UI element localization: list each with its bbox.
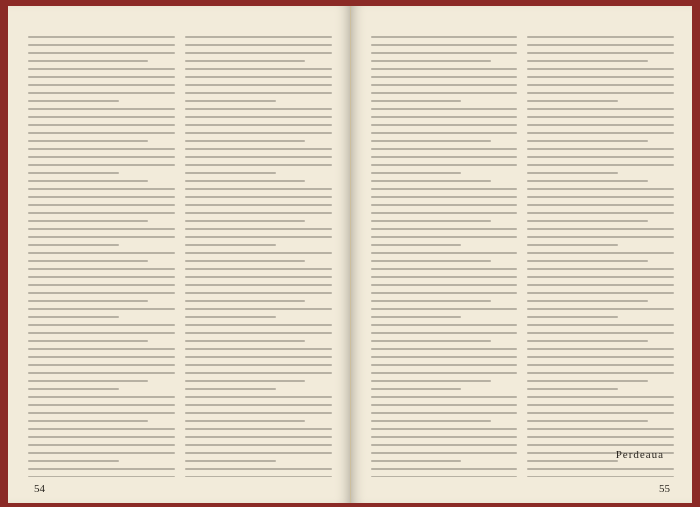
text-line-placeholder xyxy=(527,236,674,238)
text-line-placeholder xyxy=(371,444,518,446)
text-line-placeholder xyxy=(371,60,491,62)
text-line-placeholder xyxy=(28,300,148,302)
text-line-placeholder xyxy=(185,36,332,38)
text-line-placeholder xyxy=(371,292,518,294)
text-line-placeholder xyxy=(28,284,175,286)
text-line-placeholder xyxy=(371,196,518,198)
text-line-placeholder xyxy=(28,156,175,158)
text-line-placeholder xyxy=(185,364,332,366)
text-line-placeholder xyxy=(185,396,332,398)
text-line-placeholder xyxy=(527,372,674,374)
text-line-placeholder xyxy=(527,292,674,294)
text-line-placeholder xyxy=(185,100,276,102)
text-line-placeholder xyxy=(527,204,674,206)
text-line-placeholder xyxy=(28,380,148,382)
text-line-placeholder xyxy=(28,36,175,38)
text-line-placeholder xyxy=(371,276,518,278)
text-line-placeholder xyxy=(185,380,305,382)
text-line-placeholder xyxy=(28,356,175,358)
text-line-placeholder xyxy=(28,476,175,477)
text-line-placeholder xyxy=(28,164,175,166)
text-line-placeholder xyxy=(185,196,332,198)
text-line-placeholder xyxy=(185,76,332,78)
text-line-placeholder xyxy=(527,324,674,326)
text-line-placeholder xyxy=(371,468,518,470)
text-line-placeholder xyxy=(185,276,332,278)
text-line-placeholder xyxy=(28,116,175,118)
text-line-placeholder xyxy=(527,404,674,406)
text-line-placeholder xyxy=(185,124,332,126)
text-line-placeholder xyxy=(28,468,175,470)
text-line-placeholder xyxy=(527,276,674,278)
text-line-placeholder xyxy=(185,212,332,214)
text-line-placeholder xyxy=(185,84,332,86)
text-line-placeholder xyxy=(28,388,119,390)
text-line-placeholder xyxy=(371,124,518,126)
text-line-placeholder xyxy=(527,460,618,462)
text-line-placeholder xyxy=(28,76,175,78)
text-line-placeholder xyxy=(527,428,674,430)
text-line-placeholder xyxy=(527,76,674,78)
text-line-placeholder xyxy=(527,140,647,142)
text-line-placeholder xyxy=(185,180,305,182)
text-line-placeholder xyxy=(185,332,332,334)
text-line-placeholder xyxy=(185,324,332,326)
text-line-placeholder xyxy=(527,388,618,390)
text-line-placeholder xyxy=(28,244,119,246)
text-line-placeholder xyxy=(371,428,518,430)
text-line-placeholder xyxy=(371,364,518,366)
text-line-placeholder xyxy=(185,148,332,150)
text-line-placeholder xyxy=(527,436,674,438)
text-line-placeholder xyxy=(185,420,305,422)
text-line-placeholder xyxy=(28,260,148,262)
text-line-placeholder xyxy=(185,404,332,406)
text-line-placeholder xyxy=(527,116,674,118)
text-line-placeholder xyxy=(527,444,674,446)
text-line-placeholder xyxy=(185,140,305,142)
text-line-placeholder xyxy=(28,108,175,110)
left-page xyxy=(8,6,351,503)
text-line-placeholder xyxy=(371,300,491,302)
text-line-placeholder xyxy=(527,228,674,230)
right-page-column-1 xyxy=(371,36,518,477)
text-line-placeholder xyxy=(185,188,332,190)
text-line-placeholder xyxy=(185,308,332,310)
text-line-placeholder xyxy=(371,44,518,46)
text-line-placeholder xyxy=(185,292,332,294)
text-line-placeholder xyxy=(28,220,148,222)
text-line-placeholder xyxy=(527,124,674,126)
text-line-placeholder xyxy=(185,60,305,62)
text-line-placeholder xyxy=(28,172,119,174)
text-line-placeholder xyxy=(28,148,175,150)
text-line-placeholder xyxy=(185,132,332,134)
page-number-right: 55 xyxy=(659,483,670,495)
text-line-placeholder xyxy=(371,420,491,422)
text-line-placeholder xyxy=(28,204,175,206)
text-line-placeholder xyxy=(371,108,518,110)
text-line-placeholder xyxy=(527,172,618,174)
text-line-placeholder xyxy=(28,420,148,422)
text-line-placeholder xyxy=(371,228,518,230)
text-line-placeholder xyxy=(527,52,674,54)
text-line-placeholder xyxy=(371,460,462,462)
text-line-placeholder xyxy=(28,92,175,94)
text-line-placeholder xyxy=(185,436,332,438)
text-line-placeholder xyxy=(527,252,674,254)
text-line-placeholder xyxy=(371,148,518,150)
text-line-placeholder xyxy=(371,172,462,174)
text-line-placeholder xyxy=(185,164,332,166)
text-line-placeholder xyxy=(185,156,332,158)
text-line-placeholder xyxy=(371,284,518,286)
text-line-placeholder xyxy=(527,332,674,334)
text-line-placeholder xyxy=(371,236,518,238)
text-line-placeholder xyxy=(527,300,647,302)
text-line-placeholder xyxy=(527,244,618,246)
text-line-placeholder xyxy=(527,164,674,166)
text-line-placeholder xyxy=(28,52,175,54)
text-line-placeholder xyxy=(371,84,518,86)
text-line-placeholder xyxy=(28,44,175,46)
text-line-placeholder xyxy=(185,412,332,414)
left-page-column-2 xyxy=(185,36,332,477)
book-spread xyxy=(8,6,692,503)
text-line-placeholder xyxy=(527,340,647,342)
text-line-placeholder xyxy=(28,84,175,86)
author-signature: Perdeaua xyxy=(615,449,664,461)
text-line-placeholder xyxy=(371,476,518,477)
text-line-placeholder xyxy=(28,228,175,230)
text-line-placeholder xyxy=(28,412,175,414)
text-line-placeholder xyxy=(185,44,332,46)
text-line-placeholder xyxy=(185,52,332,54)
text-line-placeholder xyxy=(28,140,148,142)
text-line-placeholder xyxy=(28,404,175,406)
text-line-placeholder xyxy=(371,116,518,118)
text-line-placeholder xyxy=(371,212,518,214)
text-line-placeholder xyxy=(28,372,175,374)
text-line-placeholder xyxy=(28,340,148,342)
text-line-placeholder xyxy=(185,284,332,286)
text-line-placeholder xyxy=(527,92,674,94)
text-line-placeholder xyxy=(371,180,491,182)
text-line-placeholder xyxy=(527,260,647,262)
text-line-placeholder xyxy=(527,188,674,190)
text-line-placeholder xyxy=(371,132,518,134)
text-line-placeholder xyxy=(185,236,332,238)
text-line-placeholder xyxy=(371,332,518,334)
text-line-placeholder xyxy=(527,148,674,150)
text-line-placeholder xyxy=(185,244,276,246)
text-line-placeholder xyxy=(371,52,518,54)
text-line-placeholder xyxy=(527,380,647,382)
text-line-placeholder xyxy=(371,268,518,270)
text-line-placeholder xyxy=(185,108,332,110)
text-line-placeholder xyxy=(28,436,175,438)
text-line-placeholder xyxy=(527,348,674,350)
text-line-placeholder xyxy=(527,180,647,182)
text-line-placeholder xyxy=(185,468,332,470)
text-line-placeholder xyxy=(527,68,674,70)
text-line-placeholder xyxy=(527,468,674,470)
text-line-placeholder xyxy=(527,196,674,198)
text-line-placeholder xyxy=(28,452,175,454)
text-line-placeholder xyxy=(28,196,175,198)
text-line-placeholder xyxy=(371,204,518,206)
text-line-placeholder xyxy=(371,396,518,398)
text-line-placeholder xyxy=(527,36,674,38)
text-line-placeholder xyxy=(185,460,276,462)
right-page-columns xyxy=(371,36,675,477)
text-line-placeholder xyxy=(371,356,518,358)
text-line-placeholder xyxy=(185,452,332,454)
text-line-placeholder xyxy=(371,188,518,190)
text-line-placeholder xyxy=(371,348,518,350)
text-line-placeholder xyxy=(527,156,674,158)
text-line-placeholder xyxy=(185,340,305,342)
text-line-placeholder xyxy=(185,116,332,118)
text-line-placeholder xyxy=(371,436,518,438)
text-line-placeholder xyxy=(28,396,175,398)
text-line-placeholder xyxy=(28,460,119,462)
text-line-placeholder xyxy=(371,260,491,262)
text-line-placeholder xyxy=(28,348,175,350)
text-line-placeholder xyxy=(185,252,332,254)
text-line-placeholder xyxy=(527,364,674,366)
text-line-placeholder xyxy=(371,164,518,166)
text-line-placeholder xyxy=(28,324,175,326)
text-line-placeholder xyxy=(28,180,148,182)
right-page-column-2 xyxy=(527,36,674,477)
text-line-placeholder xyxy=(371,340,491,342)
text-line-placeholder xyxy=(28,316,119,318)
text-line-placeholder xyxy=(527,308,674,310)
text-line-placeholder xyxy=(28,308,175,310)
text-line-placeholder xyxy=(28,268,175,270)
text-line-placeholder xyxy=(28,236,175,238)
text-line-placeholder xyxy=(527,476,674,477)
text-line-placeholder xyxy=(185,228,332,230)
left-page-column-1 xyxy=(28,36,175,477)
page-number-left: 54 xyxy=(34,483,45,495)
text-line-placeholder xyxy=(185,316,276,318)
text-line-placeholder xyxy=(185,92,332,94)
text-line-placeholder xyxy=(371,220,491,222)
text-line-placeholder xyxy=(371,404,518,406)
text-line-placeholder xyxy=(371,36,518,38)
text-line-placeholder xyxy=(527,412,674,414)
text-line-placeholder xyxy=(28,124,175,126)
text-line-placeholder xyxy=(185,68,332,70)
text-line-placeholder xyxy=(28,364,175,366)
text-line-placeholder xyxy=(527,220,647,222)
text-line-placeholder xyxy=(28,212,175,214)
text-line-placeholder xyxy=(28,188,175,190)
text-line-placeholder xyxy=(371,100,462,102)
text-line-placeholder xyxy=(185,444,332,446)
text-line-placeholder xyxy=(28,276,175,278)
text-line-placeholder xyxy=(185,476,332,477)
text-line-placeholder xyxy=(371,380,491,382)
text-line-placeholder xyxy=(28,100,119,102)
text-line-placeholder xyxy=(527,284,674,286)
text-line-placeholder xyxy=(371,316,462,318)
text-line-placeholder xyxy=(371,324,518,326)
text-line-placeholder xyxy=(185,348,332,350)
text-line-placeholder xyxy=(185,172,276,174)
text-line-placeholder xyxy=(527,60,647,62)
text-line-placeholder xyxy=(371,92,518,94)
text-line-placeholder xyxy=(371,412,518,414)
text-line-placeholder xyxy=(527,316,618,318)
text-line-placeholder xyxy=(371,244,462,246)
text-line-placeholder xyxy=(28,428,175,430)
text-line-placeholder xyxy=(371,308,518,310)
text-line-placeholder xyxy=(185,428,332,430)
text-line-placeholder xyxy=(28,68,175,70)
text-line-placeholder xyxy=(527,396,674,398)
text-line-placeholder xyxy=(185,388,276,390)
text-line-placeholder xyxy=(371,68,518,70)
text-line-placeholder xyxy=(527,132,674,134)
text-line-placeholder xyxy=(371,388,462,390)
text-line-placeholder xyxy=(371,156,518,158)
text-line-placeholder xyxy=(371,140,491,142)
right-page xyxy=(351,6,693,503)
text-line-placeholder xyxy=(527,268,674,270)
text-line-placeholder xyxy=(185,220,305,222)
text-line-placeholder xyxy=(185,356,332,358)
text-line-placeholder xyxy=(28,332,175,334)
text-line-placeholder xyxy=(28,444,175,446)
text-line-placeholder xyxy=(185,204,332,206)
text-line-placeholder xyxy=(527,44,674,46)
text-line-placeholder xyxy=(185,268,332,270)
text-line-placeholder xyxy=(371,252,518,254)
text-line-placeholder xyxy=(527,100,618,102)
left-page-columns xyxy=(28,36,332,477)
text-line-placeholder xyxy=(28,252,175,254)
text-line-placeholder xyxy=(371,452,518,454)
text-line-placeholder xyxy=(28,132,175,134)
text-line-placeholder xyxy=(527,356,674,358)
text-line-placeholder xyxy=(28,292,175,294)
text-line-placeholder xyxy=(185,300,305,302)
text-line-placeholder xyxy=(185,372,332,374)
text-line-placeholder xyxy=(527,108,674,110)
text-line-placeholder xyxy=(185,260,305,262)
text-line-placeholder xyxy=(371,76,518,78)
text-line-placeholder xyxy=(28,60,148,62)
text-line-placeholder xyxy=(527,84,674,86)
text-line-placeholder xyxy=(371,372,518,374)
text-line-placeholder xyxy=(527,212,674,214)
text-line-placeholder xyxy=(527,420,647,422)
